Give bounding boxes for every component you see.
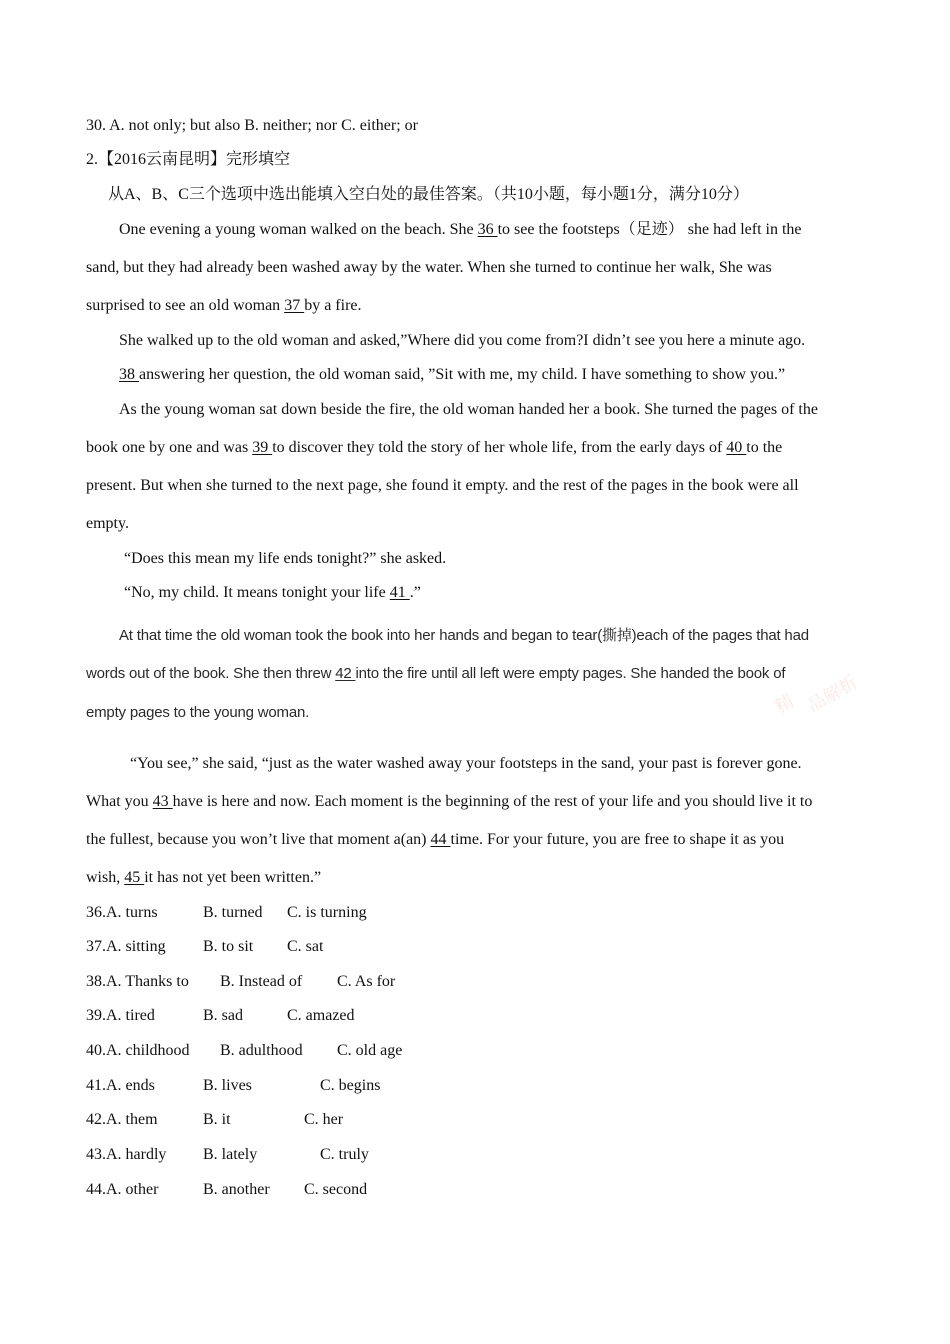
- blank-40: 40: [726, 439, 747, 456]
- passage-line: wish, 45 it has not yet been written.”: [86, 869, 322, 886]
- section-instruction: 从A、B、C三个选项中选出能填入空白处的最佳答案。（共10小题，每小题1分，满分10分）: [108, 186, 749, 203]
- watermark-mark: 精: [771, 690, 798, 718]
- blank-37: 37: [284, 297, 305, 314]
- option-b: B. another: [203, 1181, 270, 1198]
- option-a: 40.A. childhood: [86, 1042, 190, 1059]
- option-b: B. to sit: [203, 938, 254, 955]
- passage-line: “No, my child. It means tonight your life 41 .”: [124, 584, 421, 601]
- passage-line: sand, but they had already been washed away by the water. When she turned to continue her walk, She was: [86, 259, 772, 276]
- blank-43: 43: [152, 793, 173, 810]
- option-a: 41.A. ends: [86, 1077, 155, 1094]
- blank-41: 41: [389, 584, 410, 601]
- option-a: 38.A. Thanks to: [86, 973, 189, 990]
- option-c: C. old age: [337, 1042, 403, 1059]
- passage-line: the fullest, because you won’t live that moment a(an) 44 time. For your future, you are free to shape it as you: [86, 831, 785, 848]
- passage-line: words out of the book. She then threw 42 into the fire until all left were empty pages. She handed the book of: [86, 665, 786, 682]
- option-b: B. lately: [203, 1146, 258, 1163]
- option-c: C. second: [304, 1181, 368, 1198]
- blank-36: 36: [477, 221, 498, 238]
- blank-44: 44: [430, 831, 451, 848]
- option-c: C. amazed: [287, 1007, 355, 1024]
- blank-39: 39: [252, 439, 273, 456]
- blank-38: 38: [119, 366, 139, 383]
- option-b: B. adulthood: [220, 1042, 303, 1059]
- passage-line: present. But when she turned to the next page, she found it empty. and the rest of the pages in the book were all: [86, 477, 799, 494]
- passage-line: One evening a young woman walked on the beach. She 36 to see the footsteps（足迹） she had left in the: [119, 221, 802, 238]
- option-a: 44.A. other: [86, 1181, 159, 1198]
- option-c: C. begins: [320, 1077, 381, 1094]
- blank-45: 45: [124, 869, 145, 886]
- option-b: B. it: [203, 1111, 231, 1128]
- option-c: C. sat: [287, 938, 324, 955]
- option-a: 42.A. them: [86, 1111, 158, 1128]
- passage-line: As the young woman sat down beside the fire, the old woman handed her a book. She turned the pages of the: [119, 401, 818, 418]
- passage-line: book one by one and was 39 to discover they told the story of her whole life, from the early days of 40 to the: [86, 439, 783, 456]
- question-30-options: 30. A. not only; but also B. neither; nor C. either; or: [86, 117, 418, 134]
- option-c: C. is turning: [287, 904, 367, 921]
- option-c: C. truly: [320, 1146, 369, 1163]
- option-b: B. lives: [203, 1077, 252, 1094]
- passage-line: She walked up to the old woman and asked,”Where did you come from?I didn’t see you here a minute ago.: [119, 332, 806, 349]
- passage-line: empty pages to the young woman.: [86, 704, 310, 721]
- option-a: 39.A. tired: [86, 1007, 155, 1024]
- passage-line: “Does this mean my life ends tonight?” she asked.: [124, 550, 447, 567]
- option-b: B. sad: [203, 1007, 243, 1024]
- option-a: 43.A. hardly: [86, 1146, 167, 1163]
- passage-line: “You see,” she said, “just as the water washed away your footsteps in the sand, your past is forever gone.: [130, 755, 802, 772]
- passage-line: What you 43 have is here and now. Each moment is the beginning of the rest of your life and you should live it to: [86, 793, 813, 810]
- option-b: B. Instead of: [220, 973, 303, 990]
- blank-42: 42: [335, 665, 356, 682]
- passage-line: surprised to see an old woman 37 by a fire.: [86, 297, 362, 314]
- option-c: C. her: [304, 1111, 344, 1128]
- passage-line: 38 answering her question, the old woman said, ”Sit with me, my child. I have something to show you.”: [119, 366, 786, 383]
- passage-line: At that time the old woman took the book into her hands and began to tear(撕掉)each of the pages that had: [119, 627, 809, 644]
- section-title: 2.【2016云南昆明】完形填空: [86, 151, 291, 168]
- watermark-mark: 品解析: [804, 671, 862, 717]
- option-a: 36.A. turns: [86, 904, 158, 921]
- passage-line: empty.: [86, 515, 129, 532]
- option-c: C. As for: [337, 973, 396, 990]
- option-a: 37.A. sitting: [86, 938, 166, 955]
- option-b: B. turned: [203, 904, 263, 921]
